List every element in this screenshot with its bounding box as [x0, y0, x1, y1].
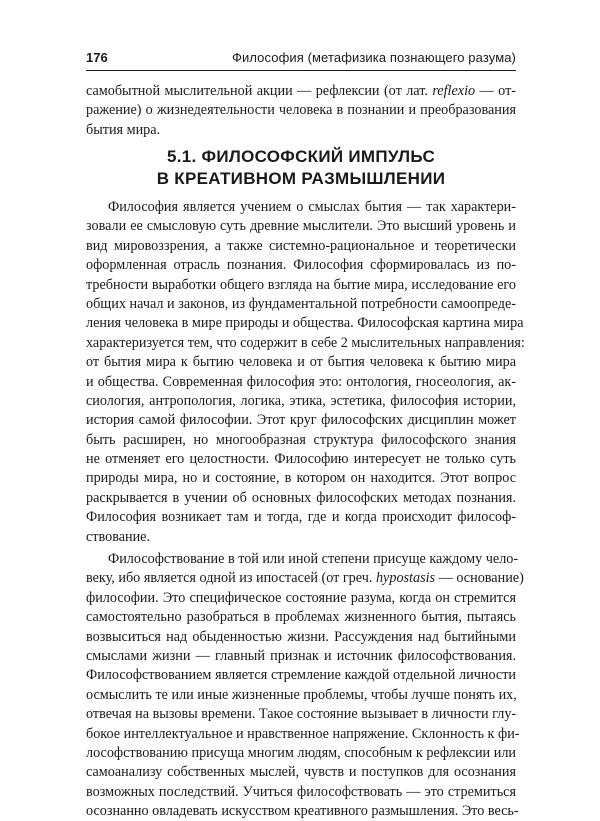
text-line: раскрывается в учении об основных философских методах познания.	[86, 489, 516, 506]
paragraph-1	[86, 198, 525, 547]
text-line: лософствованию присуща многим людям, способным к рефлексии или	[86, 744, 516, 761]
greek-term: hypostasis	[375, 570, 436, 587]
text-line: возвыситься над обыденностью жизни. Рассуждения над бытийными	[86, 628, 516, 645]
paragraph-2-body	[86, 589, 520, 821]
text-line: не отменяет его целостности. Философию интересует не только суть	[86, 451, 516, 468]
paragraph-2	[86, 550, 524, 821]
text-line: осознанно овладевать искусством креативного размышления. Это весь-	[86, 803, 519, 820]
text-line: зовали ее смысловую суть древние мыслители. Это высший уровень и	[86, 218, 516, 235]
latin-term: reflexio	[432, 83, 476, 99]
text-line: Философствованием является стремление каждой отдельной личности	[86, 667, 516, 684]
text-line: осмыслить те или иные жизненные проблемы, чтобы лучше понять их,	[86, 686, 517, 703]
text-line: ления человека в мире природы и общества. Философская картина мира	[86, 315, 524, 332]
text-line: самостоятельно разобраться в проблемах жизненного бытия, пытаясь	[86, 609, 516, 626]
section-title-line: 5.1. ФИЛОСОФСКИЙ ИМПУЛЬС	[166, 147, 436, 166]
text-line: Философия является учением о смыслах бытия — так характери-	[108, 199, 516, 215]
text-line: сиология, антропология, логика, этика, эстетика, философия истории,	[86, 392, 516, 409]
text-line: характеризуется тем, что содержит в себе 2 мыслительных направления:	[86, 334, 525, 351]
text-line: природы мира, но и состояние, в котором он находится. Этот вопрос	[86, 470, 516, 487]
text-line: оформленная отрасль познания. Философия сформировалась из по-	[86, 257, 516, 274]
page-number: 176	[86, 50, 108, 65]
text-line: бокое интеллектуальное и нравственное напряжение. Склонность к фи-	[86, 725, 520, 742]
text-line: общих начал и законов, из фундаментальной потребности самоопреде-	[86, 295, 516, 312]
text-line: ражение) о жизнедеятельности человека в познании и преобразования	[86, 102, 516, 119]
text-line: ствование.	[86, 528, 151, 545]
running-title: Философия (метафизика познающего разума)	[232, 50, 516, 65]
text-line: быть расширен, но многообразная структура философского знания	[86, 431, 516, 448]
text-fragment: — основание)	[435, 570, 524, 587]
text-line: философии. Это специфическое состояние разума, когда он стремится	[86, 589, 516, 606]
text-line: вид мировоззрения, а также системно-рациональное и теоретически	[86, 237, 516, 254]
text-line: история самой философии. Этот круг философских дисциплин может	[86, 412, 516, 429]
text-fragment: самобытной мыслительной акции — рефлексии (от лат.	[86, 83, 433, 99]
text-line: отвечая на вызовы времени. Такое состояние вызывает в личности глу-	[86, 706, 517, 723]
intro-paragraph	[86, 82, 516, 140]
text-line: и общества. Современная философия это: онтология, гносеология, ак-	[86, 373, 516, 390]
text-fragment: — от-	[475, 83, 516, 99]
section-title	[86, 146, 516, 190]
text-line: Философия возникает там и тогда, где и когда происходит философ-	[86, 509, 516, 526]
text-line: требности выработки общего взгляда на бытие мира, исследование его	[86, 276, 516, 293]
text-fragment: веку, ибо является одной из ипостасей (от греч.	[86, 570, 376, 587]
section-title-line: В КРЕАТИВНОМ РАЗМЫШЛЕНИИ	[156, 169, 446, 188]
text-line	[86, 82, 516, 101]
text-line: бытия мира.	[86, 121, 161, 138]
header-rule	[86, 70, 516, 71]
text-line	[86, 569, 524, 588]
text-line: Философствование в той или иной степени присуще каждому чело-	[108, 551, 519, 567]
text-line: смыслами жизни — главный признак и источник философствования.	[86, 647, 516, 664]
text-line: самоанализу собственных мыслей, чувств и поступков для осознания	[86, 764, 516, 781]
running-header	[86, 50, 516, 70]
text-line: от бытия мира к бытию человека и от бытия человека к бытию мира	[86, 354, 516, 371]
text-line: возможных последствий. Учиться философствовать — это стремиться	[86, 783, 516, 800]
